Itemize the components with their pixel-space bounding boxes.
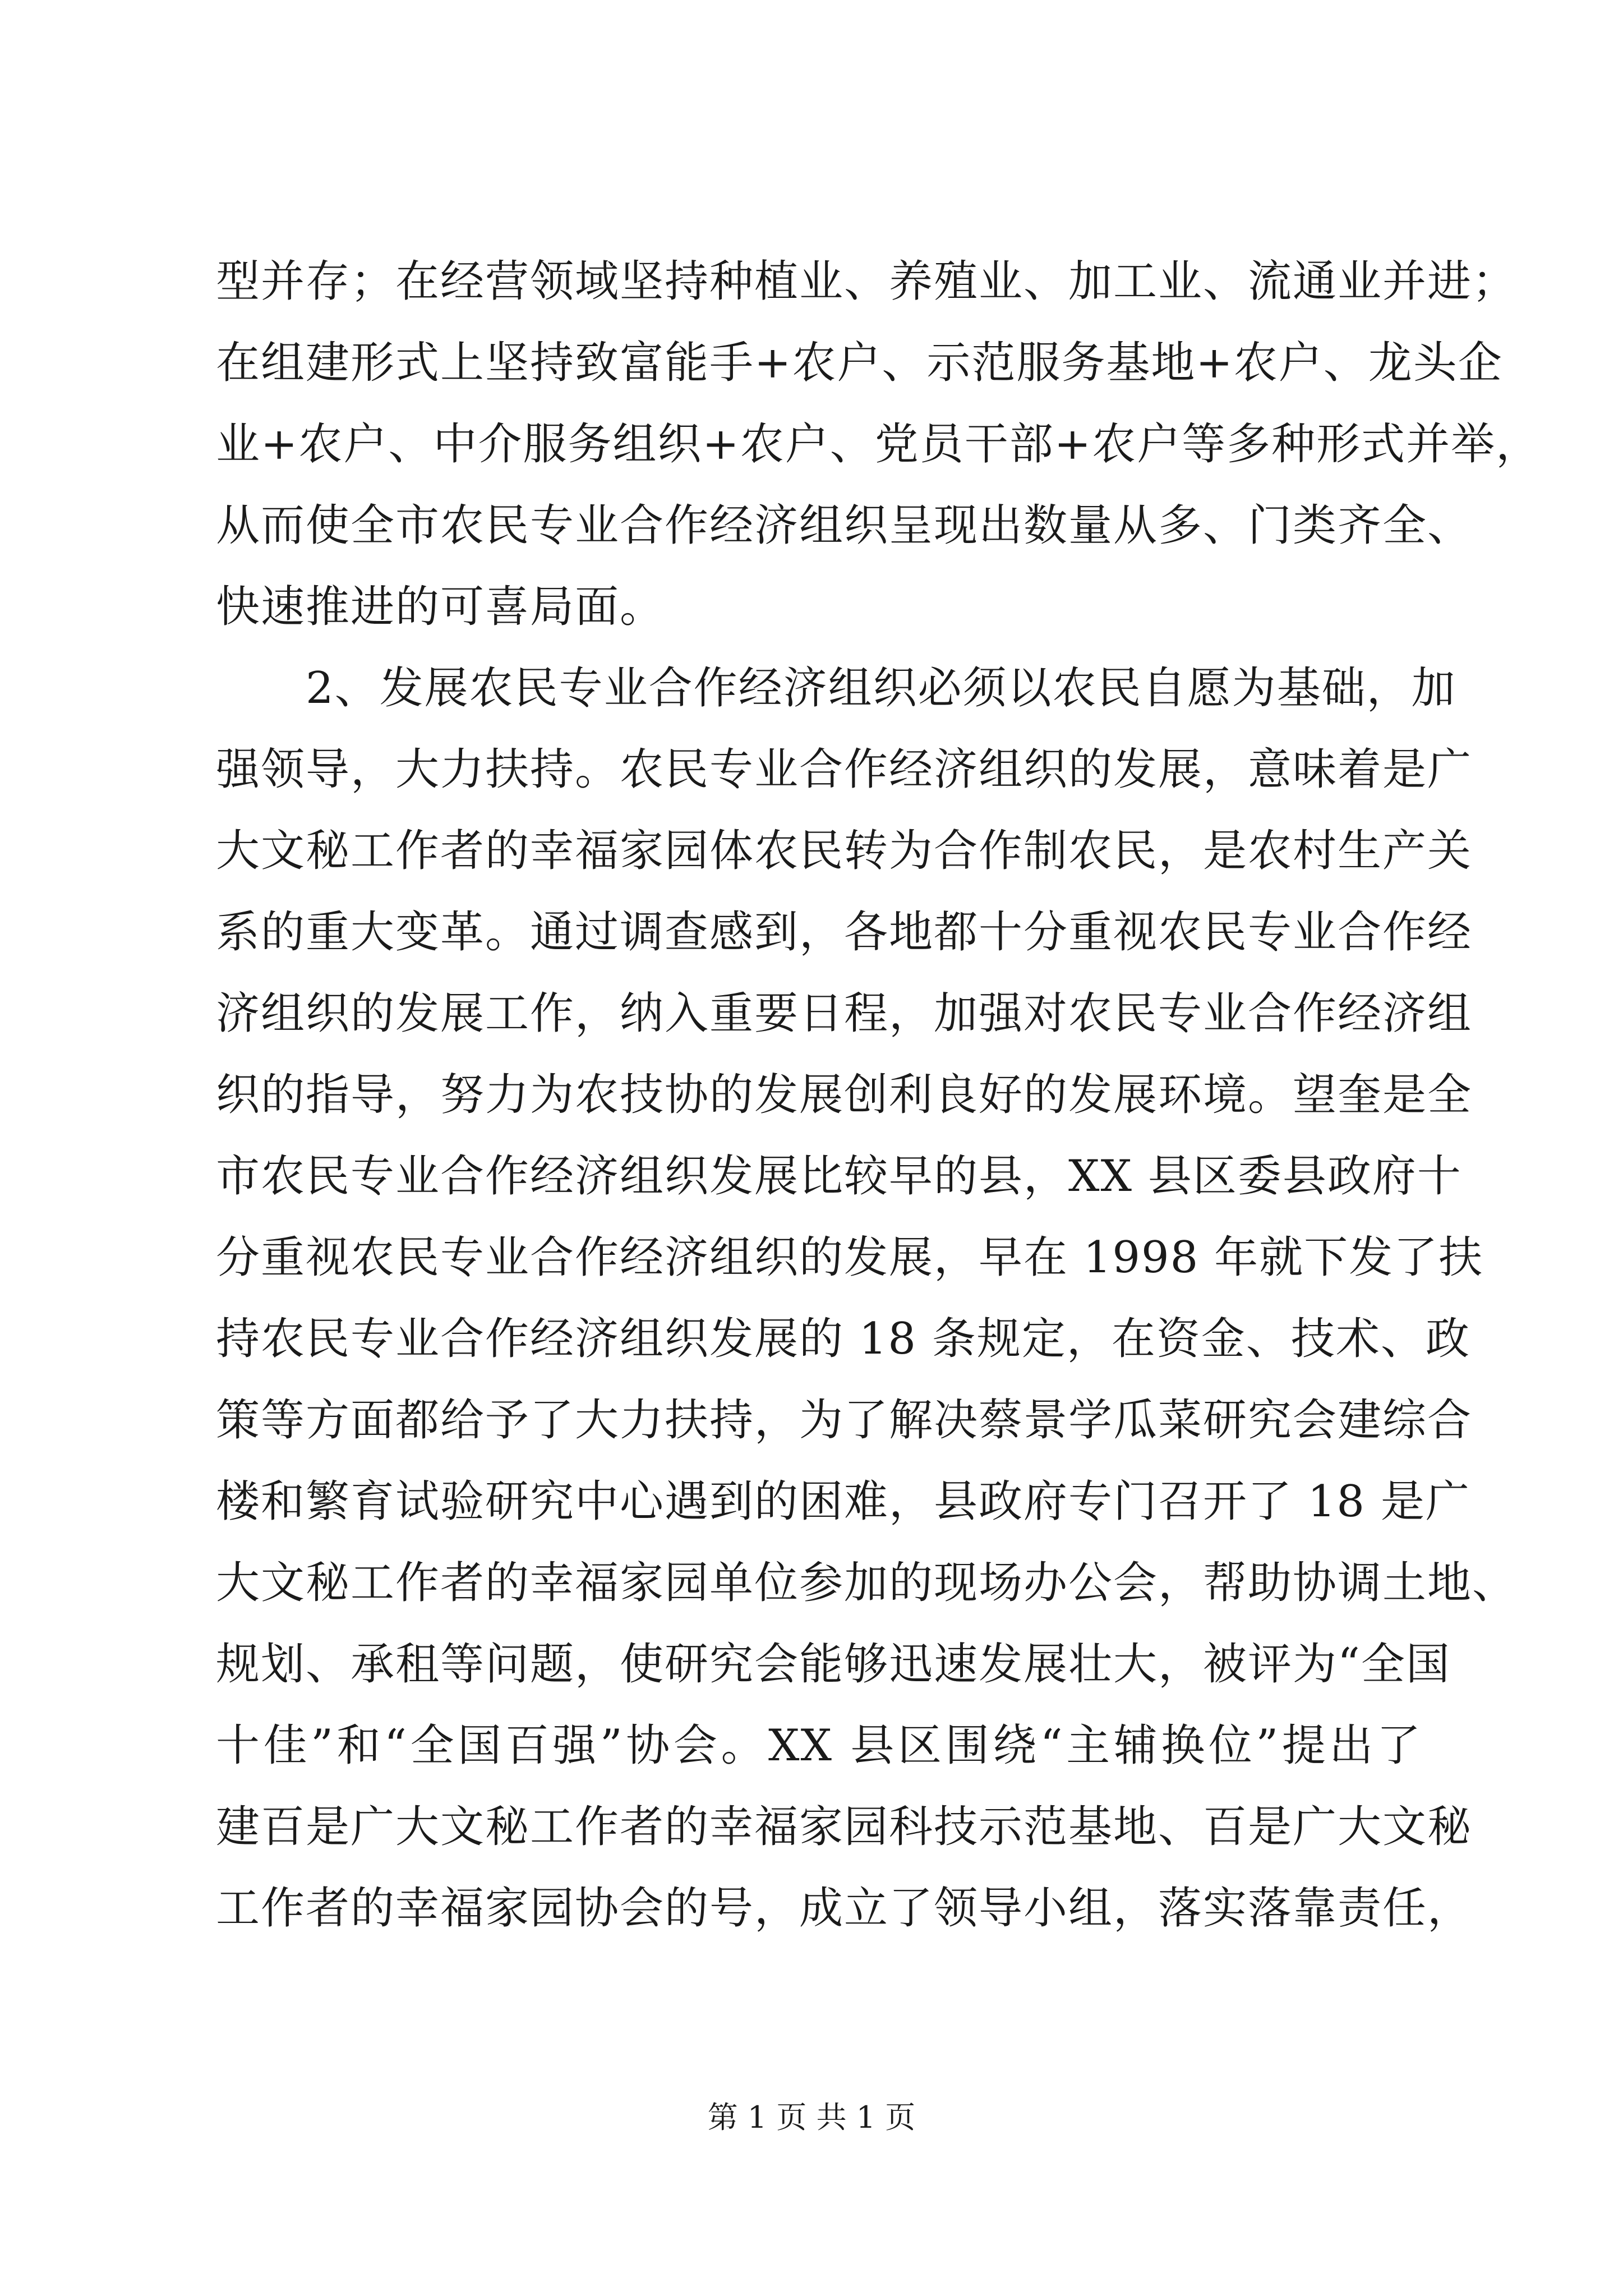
- paragraph-2-line-10: 策等方面都给予了大力扶持，为了解决蔡景学瓜菜研究会建综合: [216, 1395, 1473, 1446]
- paragraph-2-line-12: 大文秘工作者的幸福家园单位参加的现场办公会，帮助协调土地、: [216, 1558, 1518, 1608]
- paragraph-2-line-3: 大文秘工作者的幸福家园体农民转为合作制农民，是农村生产关: [216, 826, 1473, 876]
- paragraph-1-line-1: 型并存；在经营领域坚持种植业、养殖业、加工业、流通业并进；: [216, 256, 1518, 307]
- page-number-label: 第 1 页 共 1 页: [707, 2100, 916, 2135]
- page-footer: [0, 2098, 1623, 2137]
- paragraph-2-line-14: 十佳”和“全国百强”协会。XX 县区围绕“主辅换位”提出了: [216, 1720, 1422, 1771]
- paragraph-2-line-13: 规划、承租等问题，使研究会能够迅速发展壮大，被评为“全国: [216, 1639, 1451, 1690]
- paragraph-1-line-2: 在组建形式上坚持致富能手+农户、示范服务基地+农户、龙头企: [216, 338, 1503, 388]
- paragraph-2-line-8: 分重视农民专业合作经济组织的发展，早在 1998 年就下发了扶: [216, 1232, 1484, 1283]
- paragraph-1-line-5: 快速推进的可喜局面。: [216, 582, 665, 632]
- paragraph-2-line-2: 强领导，大力扶持。农民专业合作经济组织的发展，意味着是广: [216, 744, 1473, 795]
- paragraph-2-line-7: 市农民专业合作经济组织发展比较早的县，XX 县区委县政府十: [216, 1151, 1462, 1202]
- document-body: [216, 241, 1541, 1949]
- paragraph-2-line-5: 济组织的发展工作，纳入重要日程，加强对农民专业合作经济组: [216, 988, 1473, 1039]
- paragraph-2-line-11: 楼和繁育试验研究中心遇到的困难，县政府专门召开了 18 是广: [216, 1476, 1470, 1527]
- paragraph-1-line-3: 业+农户、中介服务组织+农户、党员干部+农户等多种形式并举，: [216, 419, 1541, 470]
- paragraph-2-line-1: 2、发展农民专业合作经济组织必须以农民自愿为基础，加: [306, 663, 1456, 714]
- paragraph-2-line-6: 织的指导，努力为农技协的发展创利良好的发展环境。望奎是全: [216, 1070, 1473, 1120]
- paragraph-2-line-4: 系的重大变革。通过调查感到，各地都十分重视农民专业合作经: [216, 907, 1473, 958]
- paragraph-2-line-15: 建百是广大文秘工作者的幸福家园科技示范基地、百是广大文秘: [216, 1802, 1473, 1852]
- paragraph-2-line-16: 工作者的幸福家园协会的号，成立了领导小组，落实落靠责任，: [216, 1883, 1473, 1934]
- paragraph-2-line-9: 持农民专业合作经济组织发展的 18 条规定，在资金、技术、政: [216, 1314, 1470, 1364]
- paragraph-1-line-4: 从而使全市农民专业合作经济组织呈现出数量从多、门类齐全、: [216, 500, 1473, 551]
